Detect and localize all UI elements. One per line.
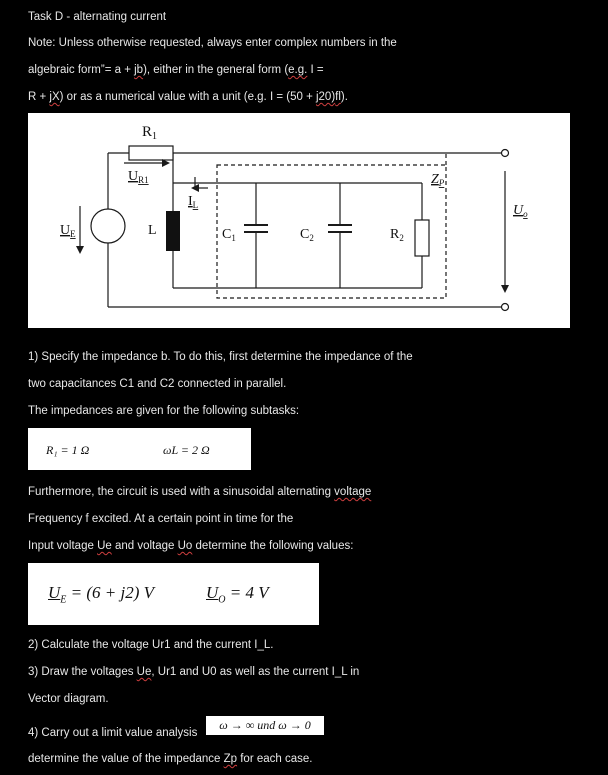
r2-resistor: [415, 220, 429, 256]
question1-line-2: two capacitances C1 and C2 connected in parallel.: [28, 378, 287, 390]
given-uo: $U_O = 4$ V: [206, 583, 269, 606]
inductor: [166, 211, 180, 251]
limit-box: ω → ∞ und ω → 0: [206, 716, 324, 735]
circuit-svg: [28, 113, 570, 328]
note-line-2: [28, 63, 324, 77]
note-text: ) or as a numerical value with a unit (e.g. I = (50 +: [59, 91, 316, 103]
given-ue-symbol: $U_E$: [48, 583, 67, 606]
label-zp: $Z_P$: [431, 172, 445, 188]
question4-line-1: 4) Carry out a limit value analysis: [28, 727, 198, 739]
furthermore-line-2: Frequency f excited. At a certain point in time for the: [28, 513, 294, 525]
label-ue: $U_E$: [60, 223, 76, 239]
question3-line-1: [28, 665, 359, 679]
task-title: Task D - alternating current: [28, 11, 167, 23]
furthermore-text: Ue: [97, 540, 112, 552]
output-terminal-top: [502, 150, 509, 157]
label-l: L: [148, 223, 157, 238]
label-c1: $C_1$: [222, 227, 236, 243]
furthermore-line-3: [28, 539, 353, 553]
voltage-source: [91, 209, 125, 243]
question3-line-2: Vector diagram.: [28, 693, 109, 705]
output-terminal-bottom: [502, 304, 509, 311]
question3-text: 3) Draw the voltages: [28, 666, 137, 678]
given-r1: R₁ = 1 Ω: [46, 443, 90, 457]
circuit-diagram: [28, 113, 570, 328]
question4-text: determine the value of the impedance: [28, 753, 224, 765]
given-uo-symbol: $U_O$: [206, 583, 226, 606]
furthermore-text: Uo: [177, 540, 193, 552]
r1-resistor: [129, 146, 173, 160]
note-text: ), either in the general form (: [143, 64, 289, 76]
given-wl: ωL = 2 Ω: [163, 443, 210, 457]
note-text: j20): [315, 91, 336, 103]
question1-line-1: 1) Specify the impedance b. To do this, first determine the impedance of the: [28, 351, 413, 363]
input-values-box: [28, 563, 319, 625]
question4-text: Zp: [223, 753, 238, 765]
label-r1: $R_1$: [142, 124, 158, 142]
question3-text: , Ur1 and U0 as well as the current I_L in: [151, 666, 360, 678]
label-c2: $C_2$: [300, 227, 314, 243]
note-text: fl: [335, 91, 341, 103]
note-text: algebraic form”= a +: [28, 64, 135, 76]
furthermore-line-1: [28, 485, 371, 499]
given-values-box: [28, 428, 251, 470]
furthermore-text: Furthermore, the circuit is used with a sinusoidal alternating: [28, 486, 335, 498]
ue-arrowhead: [76, 246, 84, 254]
furthermore-text: and voltage: [111, 540, 178, 552]
question2-line: 2) Calculate the voltage Ur1 and the current I_L.: [28, 639, 274, 651]
question3-text: Ue: [136, 666, 152, 678]
note-text: jb: [134, 64, 144, 76]
note-text: ).: [340, 91, 348, 103]
note-text: I =: [307, 64, 324, 76]
label-ur1: $U_{R1}$: [128, 169, 149, 185]
label-il: $I_L$: [188, 194, 199, 210]
note-line-1: Note: Unless otherwise requested, always enter complex numbers in the: [28, 37, 397, 49]
note-text: jX: [49, 91, 60, 103]
note-text: e.g.: [288, 64, 308, 76]
note-text: R +: [28, 91, 50, 103]
label-r2: $R_2$: [390, 227, 404, 243]
note-line-3: [28, 90, 348, 104]
furthermore-text: voltage: [334, 486, 372, 498]
label-uo: $U_o$: [513, 203, 528, 219]
question1-line-3: The impedances are given for the following subtasks:: [28, 405, 300, 417]
uo-arrowhead: [501, 285, 509, 293]
question4-line-2: [28, 752, 312, 766]
furthermore-text: Input voltage: [28, 540, 98, 552]
given-ue: $U_E = (6 + j2)$ V: [48, 583, 155, 606]
question4-text: for each case.: [237, 753, 313, 765]
furthermore-text: determine the following values:: [192, 540, 354, 552]
